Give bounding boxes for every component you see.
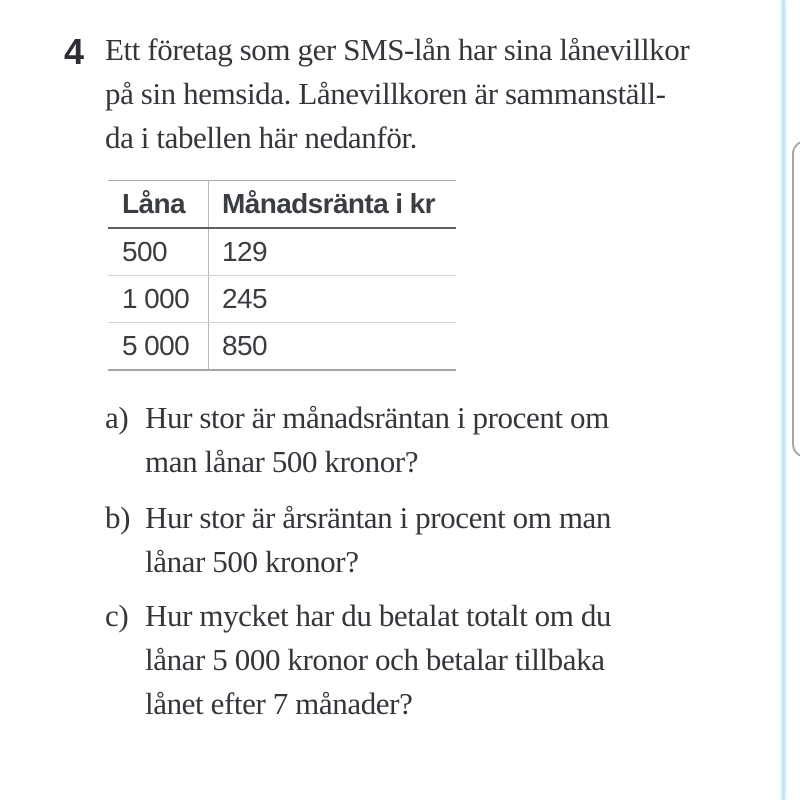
question-line: Hur stor är årsräntan i procent om man — [145, 500, 611, 535]
table-row — [108, 275, 456, 322]
question-label: c) — [105, 598, 129, 633]
table-header-lana: Låna — [108, 181, 209, 227]
problem-intro — [105, 28, 689, 160]
table-row — [108, 229, 456, 275]
intro-line: Ett företag som ger SMS-lån har sina lånevillkor — [105, 32, 690, 67]
question-c — [105, 594, 611, 726]
scrollbar-handle[interactable] — [792, 140, 800, 458]
loan-amount-cell: 500 — [108, 229, 209, 275]
interest-cell: 245 — [222, 283, 267, 314]
question-label: b) — [105, 500, 131, 535]
table-header-row — [108, 181, 456, 229]
problem-number: 4 — [64, 31, 85, 72]
loan-amount-cell: 1 000 — [108, 276, 209, 322]
question-label: a) — [105, 400, 129, 435]
interest-cell: 850 — [222, 330, 267, 361]
page-edge-accent-line — [782, 0, 785, 800]
question-line: lånar 5 000 kronor och betalar tillbaka — [145, 642, 605, 677]
intro-line: da i tabellen här nedanför. — [105, 120, 417, 155]
question-text — [145, 396, 609, 484]
question-line: lånar 500 kronor? — [145, 544, 359, 579]
intro-line: på sin hemsida. Lånevillkoren är sammanställ- — [105, 76, 666, 111]
question-line: Hur stor är månadsräntan i procent om — [145, 400, 609, 435]
question-line: Hur mycket har du betalat totalt om du — [145, 598, 612, 633]
loan-terms-table — [108, 180, 456, 371]
question-text — [145, 496, 611, 584]
question-a — [105, 396, 609, 484]
question-line: man lånar 500 kronor? — [145, 444, 419, 479]
question-line: lånet efter 7 månader? — [145, 686, 413, 721]
table-row — [108, 322, 456, 369]
loan-amount-cell: 5 000 — [108, 323, 209, 369]
table-header-monthly-interest: Månadsränta i kr — [222, 188, 435, 219]
question-text — [145, 594, 611, 726]
interest-cell: 129 — [222, 236, 267, 267]
question-b — [105, 496, 611, 584]
